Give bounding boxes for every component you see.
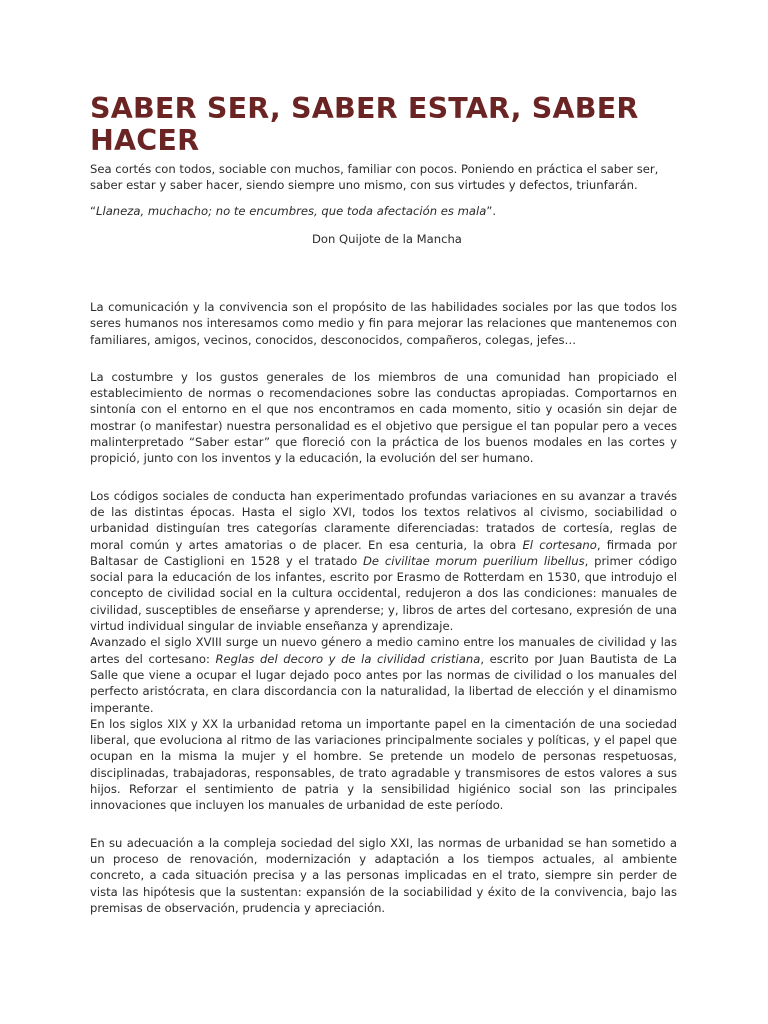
paragraph-eighteenth-century-part-b: , escrito por Juan Bautista de La Salle que viene a ocupar el lugar dejado poco antes por las normas de civilidad o los manuales del perfecto aristócrata, en clara discordancia con la naturalidad, la libertad de elección y el dinamismo imperante. [90,651,678,715]
paragraph-custom: La costumbre y los gustos generales de los miembros de una comunidad han propiciado el establecimiento de normas o recomendaciones sobre las conductas apropiadas. Comportarnos en sintonía con el entorno en el que nos encontramos en cada momento, sitio y ocasión sin dejar de mostrar (o manifestar) nuestra personalidad es el objetivo que persigue el tan popular pero a veces malinterpretado “Saber estar” que floreció con la práctica de los buenos modales en las cortes y propició, junto con los inventos y la educación, la evolución del ser humano. [90,369,677,466]
quote-open-mark: “ [90,204,97,218]
quote-close-mark: ”. [486,204,497,218]
document-title: SABER SER, SABER ESTAR, SABER HACER [90,92,639,157]
paragraph-social-codes-part-a: Los códigos sociales de conducta han experimentado profundas variaciones en su avanzar a través de las distintas épocas. Hasta el siglo XVI, todos los textos relativos al civismo, sociabilidad o urbanidad distinguían tres categorías claramente diferenciadas: tratados de cortesía, reglas de moral común y artes amatorias o de placer. En esa centuria, la obra [90,488,677,552]
work-title-de-civilitae: De civilitae morum puerilium libellus [362,553,585,568]
paragraph-twenty-first: En su adecuación a la compleja sociedad del siglo XXI, las normas de urbanidad se han sometido a un proceso de renovación, modernización y adaptación a los tiempos actuales, al ambiente concreto, a cada situación precisa y a las personas implicadas en el trato, siempre sin perder de vista las hipótesis que la sustentan: expansión de la sociabilidad y éxito de la convivencia, bajo las premisas de observación, prudencia y apreciación. [90,835,677,915]
quote-text: Llaneza, muchacho; no te encumbres, que toda afectación es mala [96,204,487,218]
quote-author: Don Quijote de la Mancha [312,232,462,246]
paragraph-eighteenth-century [90,634,677,715]
paragraph-social-codes-part-c: , primer código social para la educación de los infantes, escrito por Erasmo de Rotterdam en 1530, que introdujo el concepto de civilidad social en la cultura occidental, redujeron a dos las condiciones: manuales de civilidad, susceptibles de enseñarse y aprenderse; y, libros de artes del cortesano, expresión de una virtud individual singular de inviable enseñanza y aprendizaje. [90,553,677,634]
document-page [90,93,677,916]
paragraph-eighteenth-century-part-a: Avanzado el siglo XVIII surge un nuevo género a medio camino entre los manuales de civilidad y las artes del cortesano: [90,635,677,666]
paragraph-communication: La comunicación y la convivencia son el propósito de las habilidades sociales por las que todos los seres humanos nos interesamos como medio y fin para mejorar las relaciones que mantenemos con familiares, amigos, vecinos, conocidos, desconocidos, compañeros, colegas, jefes… [90,300,677,347]
paragraph-nineteenth-twentieth: En los siglos XIX y XX la urbanidad retoma un importante papel en la cimentación de una sociedad liberal, que evoluciona al ritmo de las variaciones principalmente sociales y políticas, y el papel que ocupan en la misma la mujer y el hombre. Se pretende un modelo de personas respetuosas, disciplinadas, trabajadoras, responsables, de trato agradable y transmisores de estos valores a sus hijos. Reforzar el sentimiento de patria y la sensibilidad higiénico social son las principales innovaciones que incluyen los manuales de urbanidad de este período. [90,716,677,813]
paragraph-social-codes [90,488,677,635]
quote-paragraph [90,203,677,219]
work-title-el-cortesano: El cortesano [522,537,597,552]
paragraph-social-codes-part-b: , firmada por Baltasar de Castiglioni en 1528 y el tratado [90,537,677,568]
work-title-reglas-del-decoro: Reglas del decoro y de la civilidad cristiana [215,651,481,666]
intro-paragraph: Sea cortés con todos, sociable con muchos, familiar con pocos. Poniendo en práctica el saber ser, saber estar y saber hacer, siendo siempre uno mismo, con sus virtudes y defectos, triunfarán. [90,162,659,192]
